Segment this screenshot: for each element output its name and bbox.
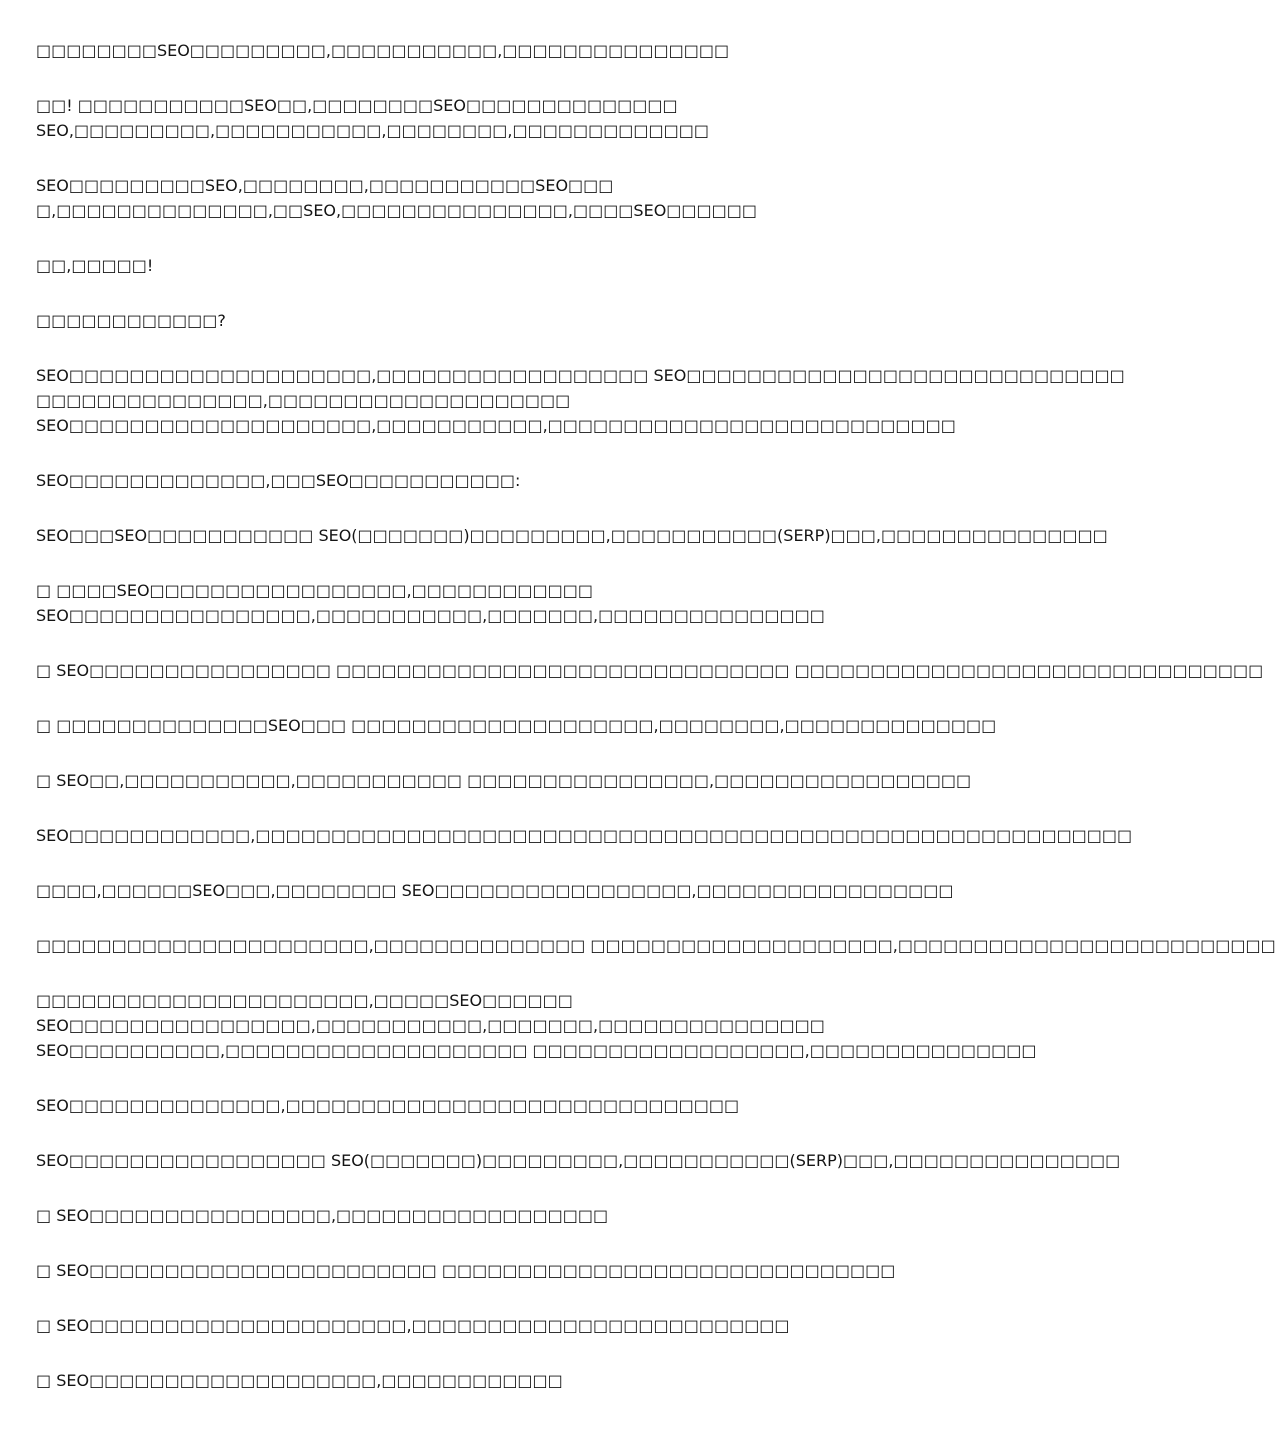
paragraph: [36, 173, 996, 223]
paragraph: [36, 823, 1133, 848]
text-line: □ SEO□□□□□□□□□□□□□□□□ □□□□□□□□□□□□□□□□□□□□□□□□□□□□□□ □□□□□□□□□□□□□□□□□□□□□□□□□□□□□□□: [36, 661, 1264, 680]
text-line: SEO□□□□□□□□□SEO,□□□□□□□□,□□□□□□□□□□□SEO□□□: [36, 176, 614, 195]
paragraph: [36, 93, 996, 143]
text-line: SEO□□□□□□□□□□□□□□,□□□□□□□□□□□□□□□□□□□□□□□□□□□□□□: [36, 1096, 740, 1115]
paragraph: [36, 988, 1037, 1063]
text-line: SEO,□□□□□□□□□,□□□□□□□□□□□,□□□□□□□□,□□□□□□□□□□□□□: [36, 121, 710, 140]
paragraph: [36, 658, 1264, 683]
paragraph: [36, 1203, 996, 1228]
text-line: □ □□□□SEO□□□□□□□□□□□□□□□□□,□□□□□□□□□□□□: [36, 581, 594, 600]
text-line: □,□□□□□□□□□□□□□□,□□SEO,□□□□□□□□□□□□□□□,□□□□SEO□□□□□□: [36, 201, 757, 220]
paragraph: [36, 933, 1276, 958]
text-line: □□□□□□□□SEO□□□□□□□□□,□□□□□□□□□□□,□□□□□□□□□□□□□□□: [36, 41, 730, 60]
text-line: □ □□□□□□□□□□□□□□SEO□□□ □□□□□□□□□□□□□□□□□□□□,□□□□□□□□,□□□□□□□□□□□□□□: [36, 716, 997, 735]
document-body: [36, 38, 1276, 1423]
paragraph: [36, 1148, 1121, 1173]
text-line: □□□□,□□□□□□SEO□□□,□□□□□□□□ SEO□□□□□□□□□□□□□□□□□,□□□□□□□□□□□□□□□□□: [36, 881, 954, 900]
text-line: SEO□□□□□□□□□□□□□□□□□□□□,□□□□□□□□□□□□□□□□□□ SEO□□□□□□□□□□□□□□□□□□□□□□□□□□□□□: [36, 366, 1125, 385]
paragraph: [36, 253, 996, 278]
text-line: □ SEO□□□□□□□□□□□□□□□□□□□□□□□ □□□□□□□□□□□□□□□□□□□□□□□□□□□□□□: [36, 1261, 896, 1280]
text-line: □ SEO□□□□□□□□□□□□□□□□□□□□□,□□□□□□□□□□□□□□□□□□□□□□□□□: [36, 1316, 790, 1335]
text-line: □□□□□□□□□□□□□□□,□□□□□□□□□□□□□□□□□□□□: [36, 391, 571, 410]
text-line: □□! □□□□□□□□□□□SEO□□,□□□□□□□□SEO□□□□□□□□□□□□□□: [36, 96, 678, 115]
paragraph: [36, 1093, 996, 1118]
text-line: SEO□□□□□□□□□□□□□□□□□□□□,□□□□□□□□□□□,□□□□□□□□□□□□□□□□□□□□□□□□□□□: [36, 416, 956, 435]
text-line: □ SEO□□,□□□□□□□□□□□,□□□□□□□□□□□ □□□□□□□□□□□□□□□□,□□□□□□□□□□□□□□□□□: [36, 771, 972, 790]
text-line: □□□□□□□□□□□□□□□□□□□□□□,□□□□□□□□□□□□□□ □□□□□□□□□□□□□□□□□□□□,□□□□□□□□□□□□□□□□□□□□□□□□□: [36, 936, 1276, 955]
paragraph: [36, 308, 996, 333]
text-line: SEO□□□□□□□□□□□□□□□□,□□□□□□□□□□□,□□□□□□□,□□□□□□□□□□□□□□□: [36, 1016, 825, 1035]
text-line: SEO□□□□□□□□□□□□□,□□□SEO□□□□□□□□□□□:: [36, 471, 521, 490]
paragraph: [36, 713, 996, 738]
text-line: □ SEO□□□□□□□□□□□□□□□□□□□,□□□□□□□□□□□□: [36, 1371, 563, 1390]
paragraph: [36, 1258, 996, 1283]
paragraph: [36, 363, 1125, 438]
paragraph: [36, 878, 996, 903]
text-line: SEO□□□□□□□□□□□□,□□□□□□□□□□□□□□□□□□□□□□□□□□□□□□□□□□□□□□□□□□□□□□□□□□□□□□□□□□: [36, 826, 1133, 845]
paragraph: [36, 768, 996, 793]
text-line: SEO□□□□□□□□□□□□□□□□□ SEO(□□□□□□□)□□□□□□□□□,□□□□□□□□□□□(SERP)□□□,□□□□□□□□□□□□□□□: [36, 1151, 1121, 1170]
text-line: □□□□□□□□□□□□□□□□□□□□□□,□□□□□SEO□□□□□□: [36, 991, 573, 1010]
text-line: □□□□□□□□□□□□?: [36, 311, 226, 330]
paragraph: [36, 578, 996, 628]
text-line: SEO□□□SEO□□□□□□□□□□□ SEO(□□□□□□□)□□□□□□□□□,□□□□□□□□□□□(SERP)□□□,□□□□□□□□□□□□□□□: [36, 526, 1108, 545]
paragraph: [36, 1313, 996, 1338]
text-line: SEO□□□□□□□□□□□□□□□□,□□□□□□□□□□□,□□□□□□□,□□□□□□□□□□□□□□□: [36, 606, 825, 625]
text-line: SEO□□□□□□□□□□,□□□□□□□□□□□□□□□□□□□□ □□□□□□□□□□□□□□□□□□,□□□□□□□□□□□□□□□: [36, 1041, 1037, 1060]
paragraph: [36, 38, 996, 63]
paragraph: [36, 1368, 996, 1393]
text-line: □ SEO□□□□□□□□□□□□□□□□,□□□□□□□□□□□□□□□□□□: [36, 1206, 609, 1225]
text-line: □□,□□□□□!: [36, 256, 154, 275]
paragraph: [36, 523, 1108, 548]
paragraph: [36, 468, 996, 493]
